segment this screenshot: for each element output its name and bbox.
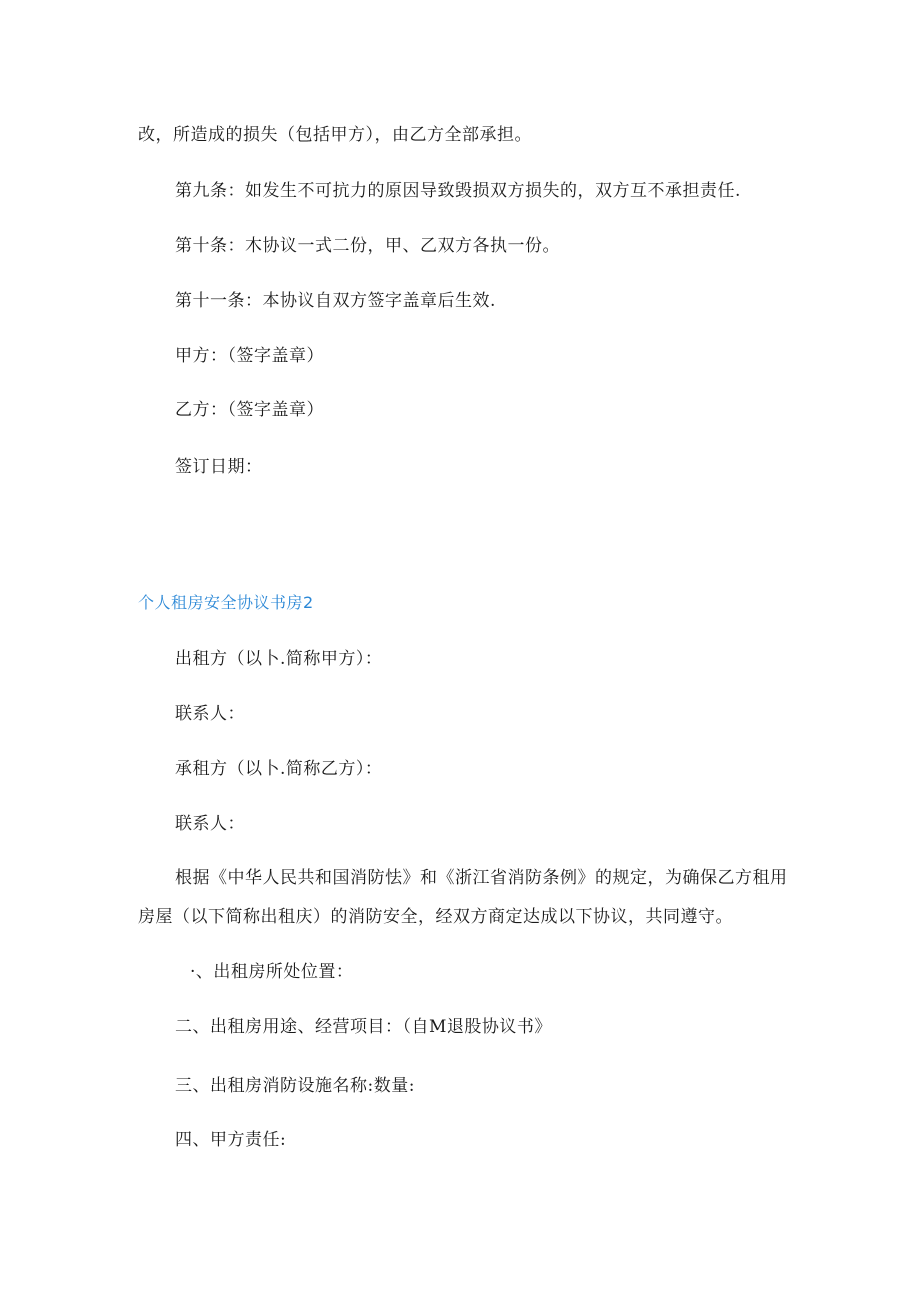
lessor-line: 出租方（以卜.简称甲方）：	[175, 649, 383, 669]
signing-date: 签订日期：	[175, 457, 263, 477]
party-b-signature: 乙方：（签字盖章）	[175, 400, 324, 420]
article-11: 第十一条：本协议自双方签字盖章后生效.	[175, 291, 496, 311]
clause-1-location: ·、出租房所处位置：	[190, 962, 354, 982]
section-heading: 个人租房安全协议书房2	[138, 593, 314, 612]
clause-4-party-a-duties: 四、甲方责任:	[175, 1130, 287, 1150]
lessor-contact: 联系人：	[175, 704, 245, 724]
clause-3-facilities: 三、出租房消防设施名称:数量:	[175, 1076, 415, 1096]
clause-2-usage: 二、出租房用途、经营项目：（自M退股协议书》	[175, 1017, 552, 1037]
article-10: 第十条：木协议一式二份，甲、乙双方各执一份。	[175, 236, 560, 256]
party-a-signature: 甲方：（签字盖章）	[175, 346, 324, 366]
lessee-contact: 联系人：	[175, 814, 245, 834]
basis-paragraph-line-2: 房屋（以下简称出租庆）的消防安全，经双方商定达成以下协议，共同遵守。	[138, 907, 733, 927]
paragraph-line: 改，所造成的损失（包括甲方），由乙方全部承担。	[138, 125, 532, 145]
lessee-line: 承租方（以卜.简称乙方）：	[175, 759, 383, 779]
article-9: 第九条：如发生不可抗力的原因导致毁损双方损失的，双方互不承担责任.	[175, 181, 741, 201]
basis-paragraph-line-1: 根据《中华人民共和国消防怯》和《浙江省消防条例》的规定，为确保乙方租用	[175, 868, 788, 888]
